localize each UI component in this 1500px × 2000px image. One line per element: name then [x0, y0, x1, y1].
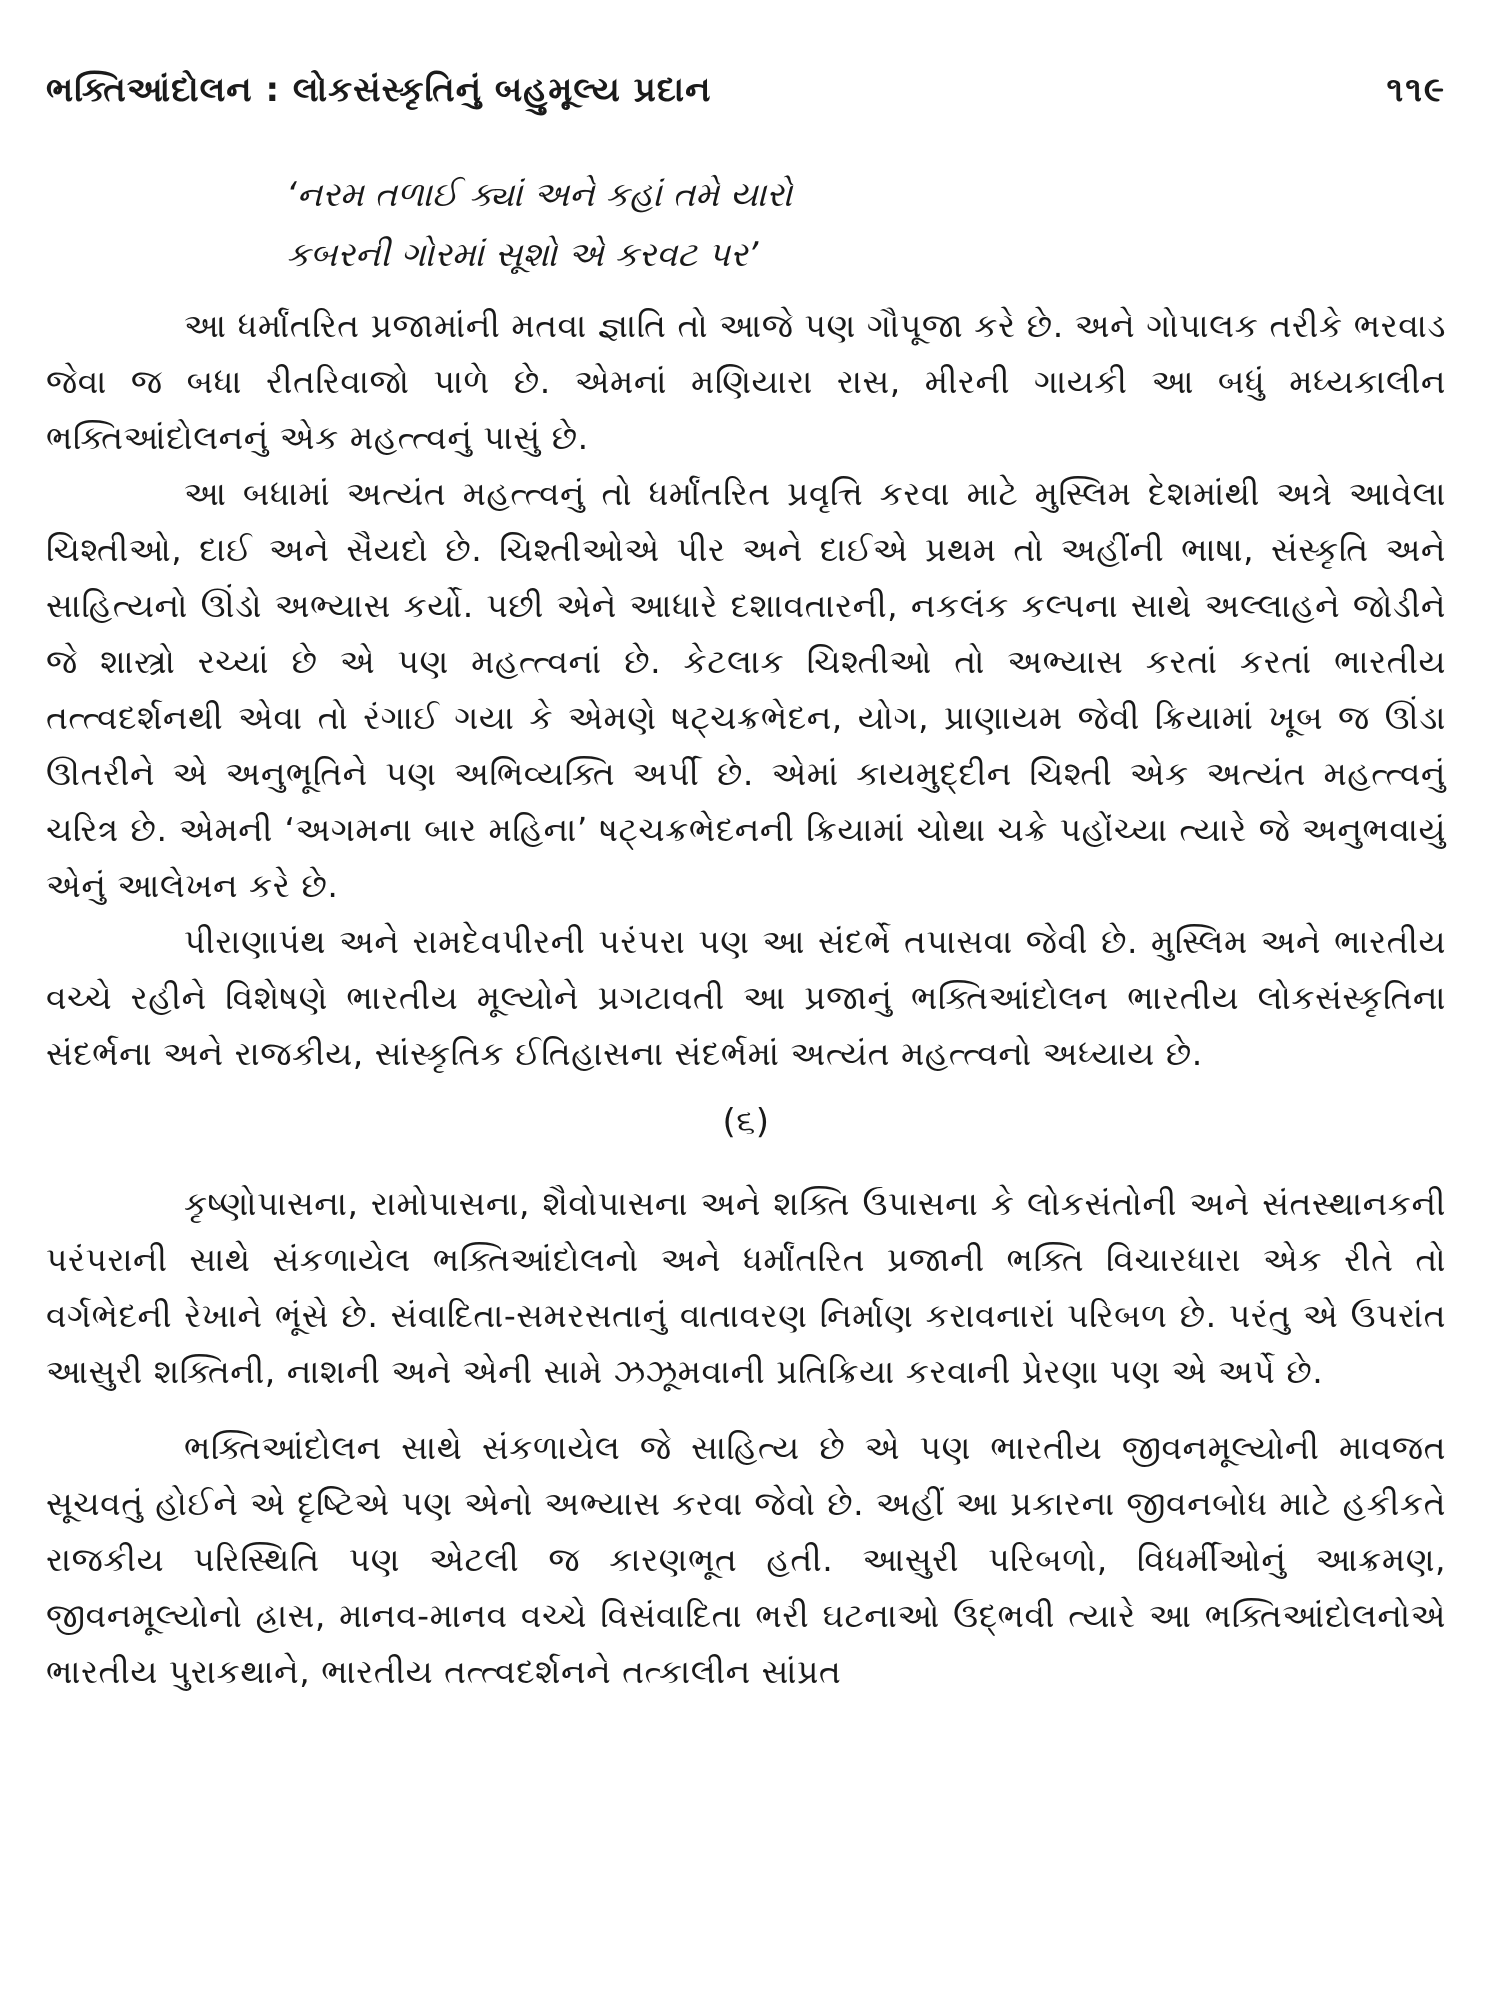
section-number: (૬) [722, 1102, 770, 1142]
paragraph: પીરાણાપંથ અને રામદેવપીરની પરંપરા પણ આ સંદર્ભે તપાસવા જેવી છે. મુસ્લિમ અને ભારતીય વચ્ચે રહીને વિશેષણે ભારતીય મૂલ્યોને પ્રગટાવતી આ પ્રજાનું ભક્તિઆંદોલન ભારતીય લોકસંસ્કૃતિના સંદર્ભના અને રાજકીય, સાંસ્કૃતિક ઈતિહાસના સંદર્ભમાં અત્યંત મહત્ત્વનો અધ્યાય છે. [46, 922, 1446, 1073]
paragraph: કૃષ્ણોપાસના, રામોપાસના, શૈવોપાસના અને શક્તિ ઉપાસના કે લોકસંતોની અને સંતસ્થાનકની પરંપરાની સાથે સંકળાયેલ ભક્તિઆંદોલનો અને ધર્માંતરિત પ્રજાની ભક્તિ વિચારધારા એક રીતે તો વર્ગભેદની રેખાને ભૂંસે છે. સંવાદિતા-સમરસતાનું વાતાવરણ નિર્માણ કરાવનારાં પરિબળ છે. પરંતુ એ ઉપરાંત આસુરી શક્તિની, નાશની અને એની સામે ઝઝૂમવાની પ્રતિક્રિયા કરવાની પ્રેરણા પણ એ અર્પે છે. [46, 1184, 1446, 1391]
quoted-verse [286, 165, 792, 285]
running-header [46, 70, 1446, 130]
paragraph: ભક્તિઆંદોલન સાથે સંકળાયેલ જે સાહિત્ય છે એ પણ ભારતીય જીવનમૂલ્યોની માવજત સૂચવતું હોઈને એ દૃષ્ટિએ પણ એનો અભ્યાસ કરવા જેવો છે. અહીં આ પ્રકારના જીવનબોધ માટે હકીકતે રાજકીય પરિસ્થિતિ પણ એટલી જ કારણભૂત હતી. આસુરી પરિબળો, વિધર્મીઓનું આક્રમણ, જીવનમૂલ્યોનો હ્રાસ, માનવ-માનવ વચ્ચે વિસંવાદિતા ભરી ઘટનાઓ ઉદ્ભવી ત્યારે આ ભક્તિઆંદોલનોએ ભારતીય પુરાકથાને, ભારતીય તત્ત્વદર્શનને તત્કાલીન સાંપ્રત [46, 1428, 1446, 1691]
page-number: ૧૧૯ [1386, 70, 1446, 110]
verse-line: ‘નરમ તળાઈ ક્યાં અને કહાં તમે યારો [286, 175, 793, 215]
body-text [46, 298, 1446, 1700]
paragraph: આ બધામાં અત્યંત મહત્ત્વનું તો ધર્માંતરિત પ્રવૃત્તિ કરવા માટે મુસ્લિમ દેશમાંથી અત્રે આવેલા ચિશ્તીઓ, દાઈ અને સૈયદો છે. ચિશ્તીઓએ પીર અને દાઈએ પ્રથમ તો અહીંની ભાષા, સંસ્કૃતિ અને સાહિત્યનો ઊંડો અભ્યાસ કર્યો. પછી એને આધારે દશાવતારની, નકલંક કલ્પના સાથે અલ્લાહને જોડીને જે શાસ્ત્રો રચ્યાં છે એ પણ મહત્ત્વનાં છે. કેટલાક ચિશ્તીઓ તો અભ્યાસ કરતાં કરતાં ભારતીય તત્ત્વદર્શનથી એવા તો રંગાઈ ગયા કે એમણે ષટ્ચક્રભેદન, યોગ, પ્રાણાયમ જેવી ક્રિયામાં ખૂબ જ ઊંડા ઊતરીને એ અનુભૂતિને પણ અભિવ્યક્તિ અર્પી છે. એમાં કાયમુદ્દીન ચિશ્તી એક અત્યંત મહત્ત્વનું ચરિત્ર છે. એમની ‘અગમના બાર મહિના’ ષટ્ચક્રભેદનની ક્રિયામાં ચોથા ચક્રે પહોંચ્યા ત્યારે જે અનુભવાયું એનું આલેખન કરે છે. [46, 474, 1446, 905]
verse-line: કબરની ગોરમાં સૂશો એ કરવટ પર’ [286, 235, 759, 275]
paragraph: આ ધર્માંતરિત પ્રજામાંની મતવા જ્ઞાતિ તો આજે પણ ગૌપૂજા કરે છે. અને ગોપાલક તરીકે ભરવાડ જેવા જ બધા રીતરિવાજો પાળે છે. એમનાં મણિયારા રાસ, મીરની ગાયકી આ બધું મધ્યકાલીન ભક્તિઆંદોલનનું એક મહત્ત્વનું પાસું છે. [46, 306, 1446, 457]
book-page [46, 70, 1446, 1990]
chapter-title: ભક્તિઆંદોલન : લોકસંસ્કૃતિનું બહુમૂલ્ય પ્રદાન [46, 70, 712, 110]
